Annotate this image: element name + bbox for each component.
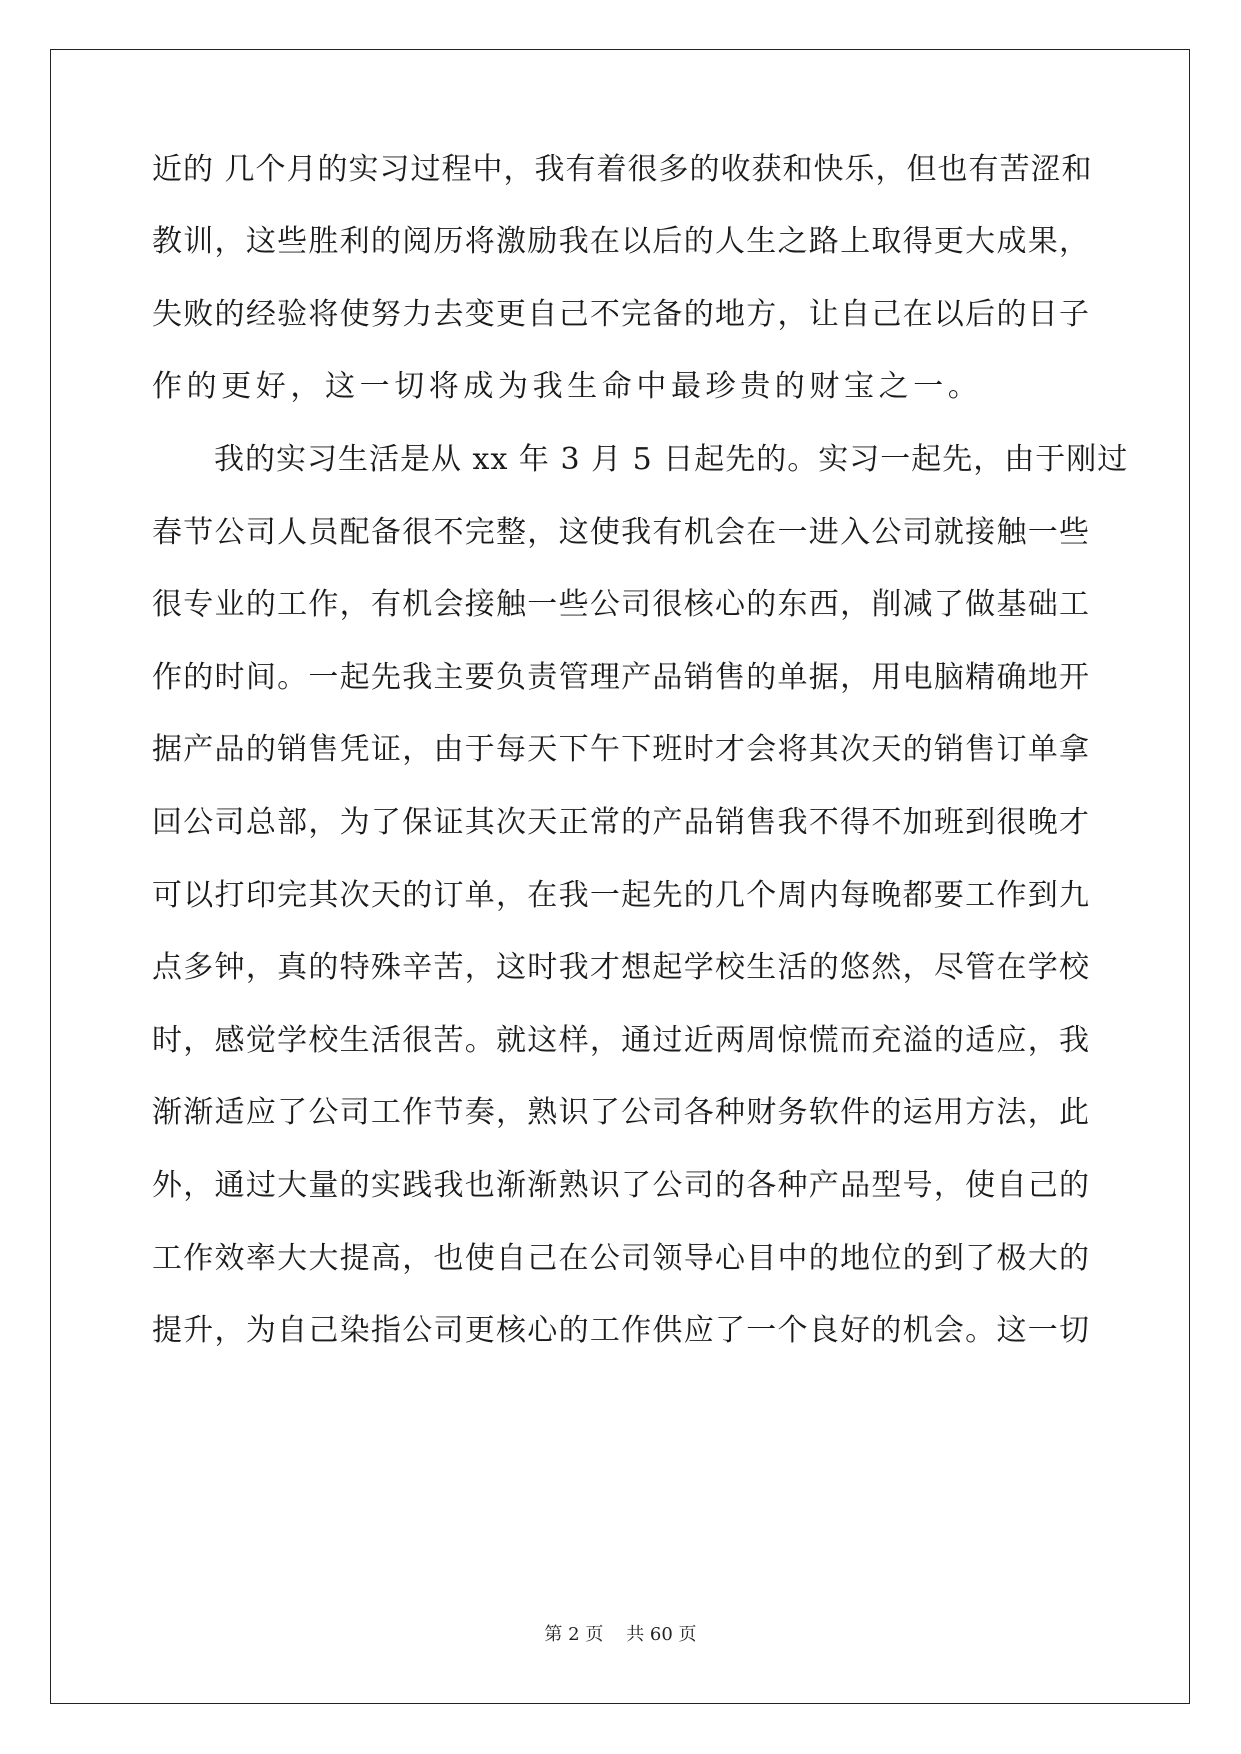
page-number-footer: 第 2 页 共 60 页	[544, 1624, 697, 1645]
text-line-15: 外，通过大量的实践我也渐渐熟识了公司的各种产品型号，使自己的	[152, 1168, 1090, 1203]
text-line-16: 工作效率大大提高，也使自己在公司领导心目中的地位的到了极大的	[152, 1241, 1090, 1276]
text-line-10: 回公司总部，为了保证其次天正常的产品销售我不得不加班到很晚才	[152, 805, 1090, 840]
text-line-6: 春节公司人员配备很不完整，这使我有机会在一进入公司就接触一些	[152, 515, 1090, 550]
text-line-13: 时，感觉学校生活很苦。就这样，通过近两周惊慌而充溢的适应，我	[152, 1023, 1090, 1058]
text-line-12: 点多钟，真的特殊辛苦，这时我才想起学校生活的悠然，尽管在学校	[152, 950, 1090, 985]
text-line-1: 近的 几个月的实习过程中，我有着很多的收获和快乐，但也有苦涩和	[152, 152, 1093, 187]
text-line-3: 失败的经验将使努力去变更自己不完备的地方，让自己在以后的日子	[152, 297, 1090, 332]
text-line-7: 很专业的工作，有机会接触一些公司很核心的东西，削减了做基础工	[152, 587, 1090, 622]
paragraph-2-first-line: 我的实习生活是从 xx 年 3 月 5 日起先的。实习一起先，由于刚过	[214, 442, 1129, 477]
text-line-2: 教训，这些胜利的阅历将激励我在以后的人生之路上取得更大成果，	[152, 224, 1090, 259]
text-line-9: 据产品的销售凭证，由于每天下午下班时才会将其次天的销售订单拿	[152, 732, 1090, 767]
text-line-8: 作的时间。一起先我主要负责管理产品销售的单据，用电脑精确地开	[152, 660, 1090, 695]
text-line-17: 提升，为自己染指公司更核心的工作供应了一个良好的机会。这一切	[152, 1313, 1090, 1348]
text-line-4: 作的更好，这一切将成为我生命中最珍贵的财宝之一。	[152, 369, 983, 404]
text-line-14: 渐渐适应了公司工作节奏，熟识了公司各种财务软件的运用方法，此	[152, 1095, 1090, 1130]
text-line-11: 可以打印完其次天的订单，在我一起先的几个周内每晚都要工作到九	[152, 878, 1090, 913]
